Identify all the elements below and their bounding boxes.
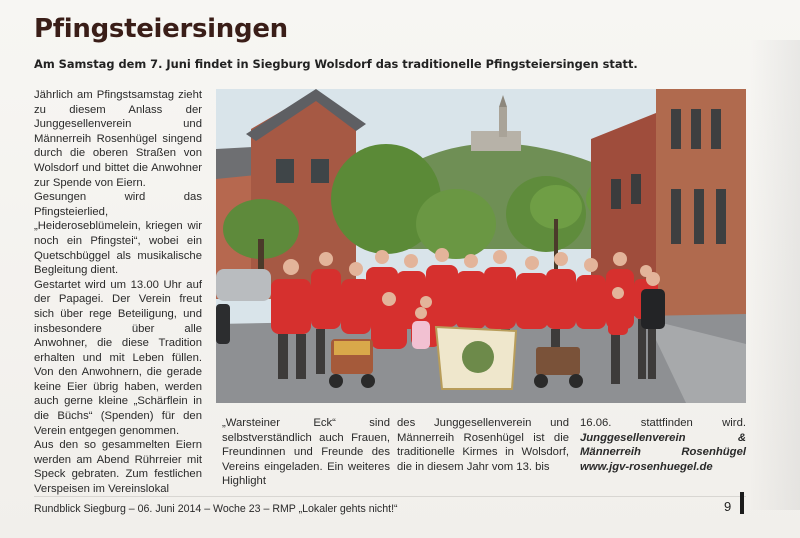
paragraph-7 [580, 416, 746, 474]
paragraph-3: Gestartet wird um 13.00 Uhr auf der Papagei. Der Verein freut sich über rege Beteiligung, und insbesondere über alle Anwohner, die diese Tradition erhalten und mit Leben füllen. Von den Anwohnern, die gerade keine Eier übrig haben, werden auch gerne kleine „Schärflein in die Büchs“ (Spenden) für den Verein entgegen genommen. [34, 278, 202, 437]
article-column-3 [397, 416, 569, 474]
club-website-link[interactable]: www.jgv-rosenhuegel.de [580, 460, 713, 473]
article-subheadline: Am Samstag dem 7. Juni findet in Siegburg Wolsdorf das traditionelle Pfingsteiersingen statt. [34, 57, 638, 71]
bleed-through-shadow [750, 40, 800, 510]
footer-text: Rundblick Siegburg – 06. Juni 2014 – Woche 23 – RMP „Lokaler gehts nicht!“ [34, 503, 398, 515]
paragraph-6: des Junggesellenverein und Männerreih Rosenhügel ist die traditionelle Kirmes in Wolsdorf, die in diesem Jahr vom 13. bis [397, 417, 569, 473]
footer-divider [34, 496, 746, 497]
article-column-4 [580, 416, 746, 474]
page-number: 9 [724, 499, 732, 514]
paragraph-5: „Warsteiner Eck“ sind selbstverständlich auch Frauen, Freundinnen und Freunde des Vereins eingeladen. Ein weiteres Highlight [222, 417, 390, 488]
paragraph-4: Aus den so gesammelten Eiern werden am Abend Rührreier mit Speck gebraten. Zum festlichen Verspeisen im Vereinslokal [34, 439, 202, 496]
photo-illustration [216, 89, 746, 403]
article-column-1 [34, 88, 202, 497]
closing-text: 16.06. stattfinden wird. [580, 417, 746, 429]
paragraph-2: Gesungen wird das Pfingsteierlied, „Heideroseblümelein, kriegen wir noch ein Pfingstei“, wobei ein Quetschbüggel als musikalische Begleitung dient. [34, 191, 202, 277]
article-column-2 [222, 416, 390, 489]
paragraph-1: Jährlich am Pfingstsamstag zieht zu diesem Anlass der Junggesellenverein und Männerreih Rosenhügel singend durch die oberen Straßen von Wolsdorf und bittet die Anwohner zur Spende von Eiern. [34, 89, 202, 189]
club-signature: Junggesellenverein & Männerreih Rosenhügel [580, 431, 746, 459]
group-photo [216, 89, 746, 403]
article-headline: Pfingsteiersingen [34, 14, 288, 44]
page-marker-bar [740, 492, 744, 514]
